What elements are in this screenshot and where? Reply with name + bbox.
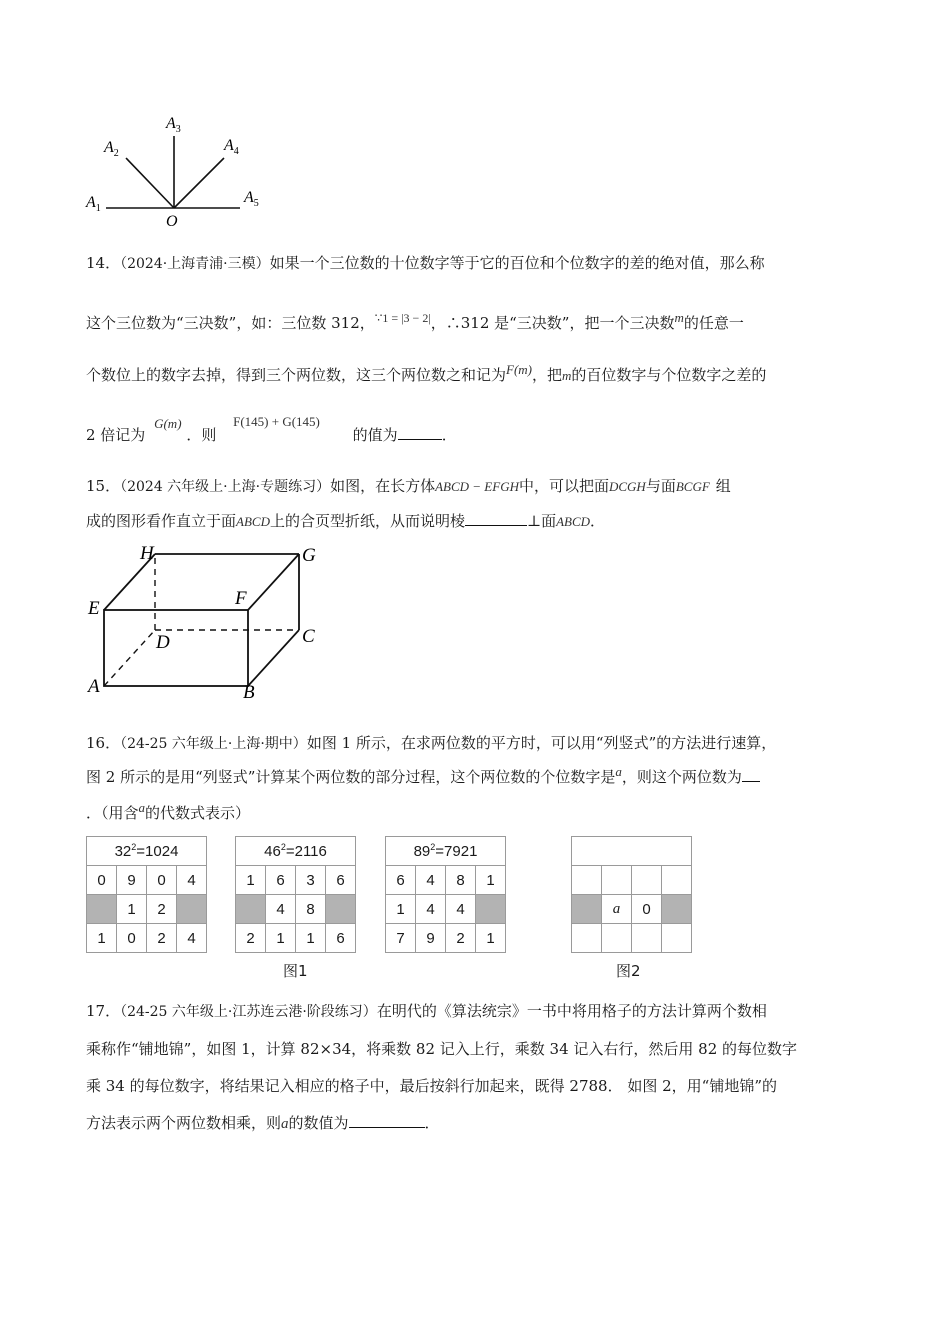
label-a5: $A_5$ [244, 189, 259, 209]
table-cell: 1 [296, 924, 326, 953]
q14-fm: F(m) [506, 362, 533, 377]
table-cell: 3 [296, 866, 326, 895]
q14-m: m [674, 310, 684, 325]
q16-line3 [86, 802, 250, 823]
table-row [236, 924, 356, 953]
q14-answer-blank[interactable] [398, 425, 442, 440]
q14-expr: F(145) + G(145) [233, 414, 320, 429]
table-cell [602, 866, 632, 895]
table-cell: 0 [117, 924, 147, 953]
q17-line4 [86, 1112, 440, 1133]
label-c: C [302, 626, 315, 647]
q14-m2: m [562, 368, 572, 383]
q14-gm: G(m) [154, 416, 182, 431]
label-e: E [88, 598, 100, 619]
table-row [87, 895, 207, 924]
q15-text-1c: 与面 [645, 477, 676, 495]
table-cell: 1 [266, 924, 296, 953]
table-cell: 0 [632, 895, 662, 924]
table-cell: 6 [266, 866, 296, 895]
q14-text-2c: 的任意一 [683, 314, 744, 332]
q16-text-1: 如图 1 所示，在求两位数的平方时，可以用“列竖式”的方法进行速算， [306, 734, 777, 752]
label-a2: $A_2$ [104, 139, 119, 159]
q14-text-4a: 2 倍记为 [86, 426, 146, 444]
q14-line4 [86, 414, 457, 445]
q16-line1 [86, 732, 776, 753]
q16-text-3a: ．（用含 [86, 804, 139, 822]
table-cell: 2 [147, 924, 177, 953]
q14-text-2b: ，∴312 是“三决数”，把一个三决数 [430, 314, 675, 332]
q15-text-1a: 如图，在长方体 [330, 477, 436, 495]
q14-text-1: 如果一个三位数的十位数字等于它的百位和个位数字的差的绝对值，那么称 [269, 254, 765, 272]
table-header: $32^2=1024$ [87, 837, 207, 866]
label-f: F [235, 588, 247, 609]
label-a3: $A_3$ [166, 115, 181, 135]
table-cell: 4 [266, 895, 296, 924]
q15-source: （2024 六年级上·上海·专题练习） [120, 479, 331, 495]
table-cell [572, 866, 602, 895]
table-cell: 8 [446, 866, 476, 895]
label-a4: $A_4$ [224, 137, 239, 157]
table-cell [87, 895, 117, 924]
q15-answer-blank[interactable] [465, 511, 527, 526]
table-cell: 7 [386, 924, 416, 953]
q16-a2: a [138, 800, 146, 815]
table-cell: 8 [296, 895, 326, 924]
table-cell: 4 [416, 866, 446, 895]
table-cell: 2 [236, 924, 266, 953]
q15-base: ABCD [236, 514, 270, 529]
q17-text-3: 乘 34 的每位数字，将结果记入相应的格子中，最后按斜行加起来，既得 2788． 如图 2，用“铺地锦”的 [86, 1077, 777, 1095]
front-face-abfe [104, 610, 248, 686]
q17-a: a [281, 1116, 289, 1132]
q16-text-2a: 图 2 所示的是用“列竖式”计算某个两位数的部分过程，这个两位数的个位数字是 [86, 768, 616, 786]
q14-line3 [86, 364, 766, 385]
table-cell: 4 [177, 866, 207, 895]
table-header: $46^2=2116$ [236, 837, 356, 866]
q14-text-4b: ．则 [186, 426, 217, 444]
q15-number: 15． [86, 477, 121, 495]
q16-line2 [86, 766, 760, 787]
square-table-46 [235, 836, 356, 953]
q15-text-1d: 组 [715, 477, 731, 495]
label-h: H [140, 543, 154, 564]
table-cell: 2 [446, 924, 476, 953]
q16-source: （24-25 六年级上·上海·期中） [120, 736, 307, 752]
table-cell [572, 895, 602, 924]
q14-line1 [86, 252, 765, 273]
table-cell [602, 924, 632, 953]
table-cell [476, 895, 506, 924]
q16-a: a [615, 764, 622, 779]
q17-line2 [86, 1038, 797, 1059]
rays-figure [80, 110, 270, 235]
q15-face1: DCGH [608, 479, 646, 494]
table-cell: 1 [476, 924, 506, 953]
q17-line3 [86, 1075, 777, 1096]
table-cell [632, 924, 662, 953]
table-cell: 1 [386, 895, 416, 924]
table-cell: 2 [147, 895, 177, 924]
cuboid-figure [80, 540, 340, 705]
table-cell: 4 [446, 895, 476, 924]
q15-text-2a: 成的图形看作直立于面 [86, 512, 237, 530]
table-header [572, 837, 692, 866]
table-cell: 6 [326, 924, 356, 953]
table-cell [326, 895, 356, 924]
table-cell: 0 [147, 866, 177, 895]
square-table-unknown [571, 836, 692, 953]
square-table-89 [385, 836, 506, 953]
q17-line1 [86, 1000, 767, 1021]
q17-text-4a: 方法表示两个两位数相乘，则 [86, 1114, 282, 1132]
table-cell [632, 866, 662, 895]
q15-box: ABCD − EFGH [435, 479, 519, 494]
table-row [572, 924, 692, 953]
q15-line2 [86, 510, 605, 531]
table-cell: 4 [416, 895, 446, 924]
table-row [386, 924, 506, 953]
label-a1: $A_1$ [86, 194, 101, 214]
table-row [87, 866, 207, 895]
q16-number: 16． [86, 734, 121, 752]
q15-period: ． [590, 512, 606, 530]
q15-text-2c: ⊥面 [526, 512, 557, 530]
table-cell: 0 [87, 866, 117, 895]
table-cell [236, 895, 266, 924]
q16-text-3b: 的代数式表示） [145, 804, 251, 822]
edge-ad-hidden [104, 630, 155, 686]
table-cell: a [602, 895, 632, 924]
ray-oa4 [174, 158, 224, 208]
table-cell: 4 [177, 924, 207, 953]
table-cell: 6 [326, 866, 356, 895]
q15-text-2b: 上的合页型折纸，从而说明棱 [269, 512, 465, 530]
q17-text-4b: 的数值为 [288, 1114, 349, 1132]
table-row [386, 866, 506, 895]
label-d: D [156, 632, 170, 653]
table-cell: 9 [416, 924, 446, 953]
square-table-32 [86, 836, 207, 953]
table-row [87, 924, 207, 953]
table-cell [572, 924, 602, 953]
table-row [572, 866, 692, 895]
q16-text-2b: ，则这个两位数为 [621, 768, 742, 786]
q14-text-3b: ，把 [532, 366, 563, 384]
label-a: A [88, 676, 100, 697]
table-cell: 9 [117, 866, 147, 895]
table-cell: 1 [87, 924, 117, 953]
q14-number: 14． [86, 254, 121, 272]
table-row [236, 895, 356, 924]
label-b: B [243, 682, 255, 703]
q14-source: （2024·上海青浦·三模） [120, 256, 270, 272]
q15-text-1b: 中，可以把面 [518, 477, 609, 495]
q17-text-2: 乘称作“铺地锦”，如图 1，计算 82×34，将乘数 82 记入上行，乘数 34 记入右行，然后用 82 的每位数字 [86, 1040, 798, 1058]
q15-face2: BCGF [675, 479, 710, 494]
q14-text-2a: 这个三位数为“三决数”，如：三位数 312， [86, 314, 375, 332]
label-o: O [166, 213, 178, 230]
fig2-caption: 图2 [616, 962, 641, 980]
table-cell: 1 [117, 895, 147, 924]
table-cell: 1 [476, 866, 506, 895]
table-cell [662, 924, 692, 953]
q17-source: （24-25 六年级上·江苏连云港·阶段练习） [120, 1004, 377, 1020]
q15-base2: ABCD [556, 514, 591, 529]
q17-answer-blank[interactable] [349, 1113, 425, 1128]
label-g: G [302, 545, 316, 566]
q14-because: ∵1 = |3 − 2| [374, 311, 431, 325]
edge-bc [248, 630, 299, 686]
table-row [386, 895, 506, 924]
q14-text-3c: 的百位数字与个位数字之差的 [571, 366, 767, 384]
ray-oa2 [126, 158, 174, 208]
q17-period: ． [424, 1114, 440, 1132]
q16-answer-blank[interactable] [742, 767, 760, 782]
table-cell [177, 895, 207, 924]
table-cell: 1 [236, 866, 266, 895]
table-cell [662, 895, 692, 924]
q14-text-4c: 的值为 [352, 426, 398, 444]
q17-text-1: 在明代的《算法统宗》一书中将用格子的方法计算两个数相 [376, 1002, 767, 1020]
q15-line1 [86, 475, 731, 496]
table-row [236, 866, 356, 895]
table-row [572, 895, 692, 924]
q17-number: 17． [86, 1002, 121, 1020]
q14-period: ． [441, 426, 457, 444]
table-cell [662, 866, 692, 895]
fig1-caption: 图1 [283, 962, 308, 980]
q14-line2 [86, 312, 744, 333]
table-header: $89^2=7921$ [386, 837, 506, 866]
edge-fg [248, 554, 299, 610]
q14-text-3a: 个数位上的数字去掉，得到三个两位数，这三个两位数之和记为 [86, 366, 507, 384]
table-cell: 6 [386, 866, 416, 895]
